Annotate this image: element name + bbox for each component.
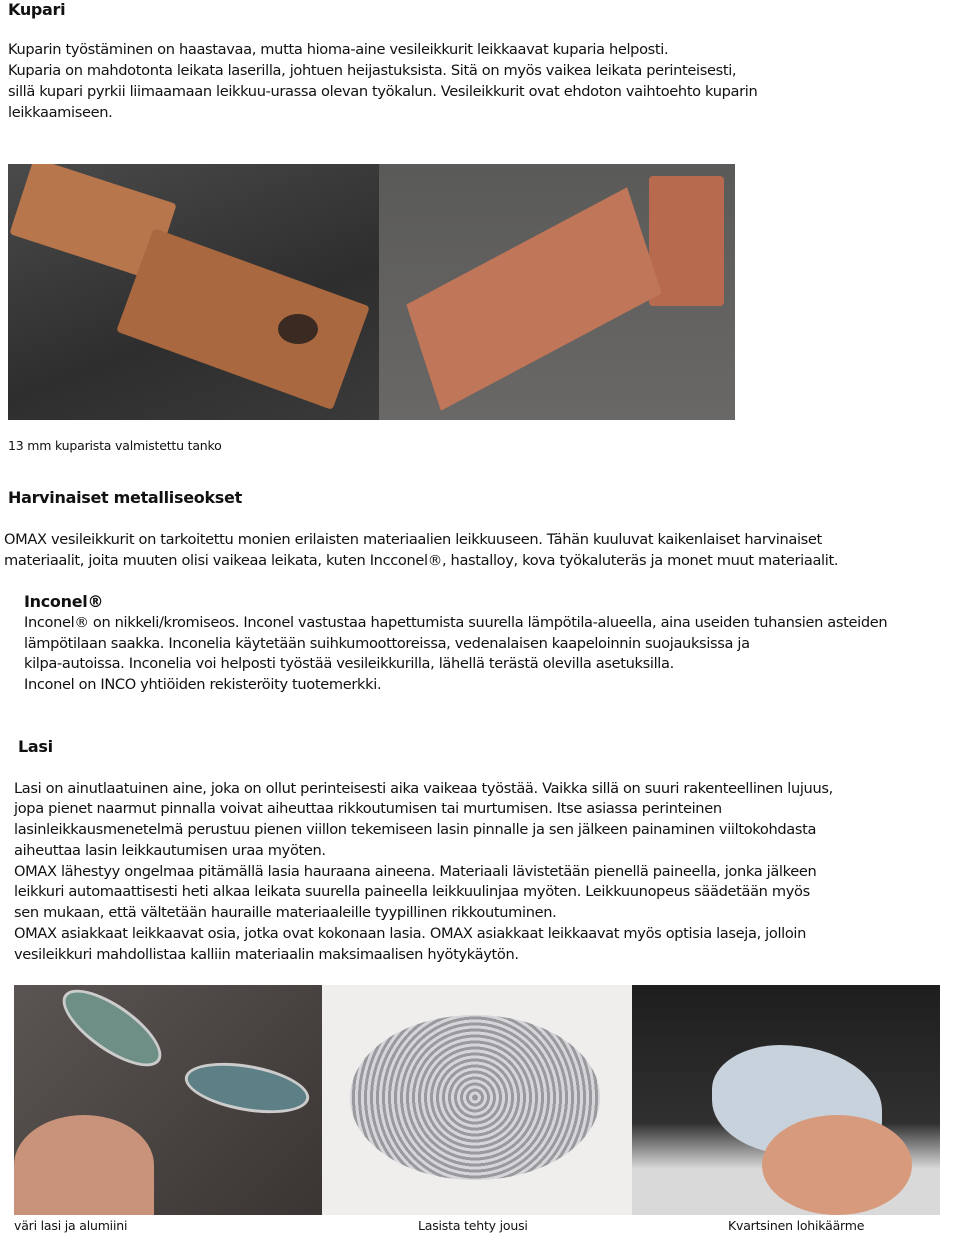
text-line: sillä kupari pyrkii liimaamaan leikkuu-urassa olevan työkalun. Vesileikkurit ovat ehdoton vaihtoehto kuparin bbox=[8, 83, 758, 100]
text-line: materiaalit, joita muuten olisi vaikeaa leikata, kuten Incconel®, hastalloy, kova työkaluteräs ja monet muut materiaalit. bbox=[4, 552, 839, 569]
text-line: kilpa-autoissa. Inconelia voi helposti työstää vesileikkurilla, lähellä terästä olevilla asetuksilla. bbox=[24, 655, 674, 672]
heading-lasi: Lasi bbox=[18, 737, 53, 756]
text-line: OMAX lähestyy ongelmaa pitämällä lasia hauraana aineena. Materiaali lävistetään pienellä paineella, jonka jälkeen bbox=[14, 863, 817, 880]
text-line: Inconel® on nikkeli/kromiseos. Inconel vastustaa hapettumista suurella lämpötila-alueella, aina useiden tuhansien asteiden bbox=[24, 614, 888, 631]
image-caption: 13 mm kuparista valmistettu tanko bbox=[8, 438, 222, 453]
heading-harvinaiset: Harvinaiset metalliseokset bbox=[8, 488, 242, 507]
copper-bar-photo bbox=[8, 164, 379, 420]
text-line: Lasi on ainutlaatuinen aine, joka on ollut perinteisesti aika vaikeaa työstää. Vaikka sillä on suuri rakenteellinen lujuus, bbox=[14, 780, 833, 797]
text-line: leikkuri automaattisesti heti alkaa leikata suurella paineella leikkuulinjaa myöten. Leikkuunopeus säädetään myös bbox=[14, 883, 810, 900]
text-line: OMAX asiakkaat leikkaavat osia, jotka ovat kokonaan lasia. OMAX asiakkaat leikkaavat myös optisia laseja, jolloin bbox=[14, 925, 807, 942]
image-caption: Lasista tehty jousi bbox=[418, 1218, 528, 1233]
text-line: sen mukaan, että vältetään hauraille materiaaleille tyypillinen rikkoutuminen. bbox=[14, 904, 557, 921]
copper-part-photo bbox=[379, 164, 735, 420]
text-line: lämpötilaan saakka. Inconelia käytetään suihkumoottoreissa, vedenalaisen kaapeloinnin suojauksissa ja bbox=[24, 635, 750, 652]
text-line: Kuparia on mahdotonta leikata laserilla, johtuen heijastuksista. Sitä on myös vaikea leikata perinteisesti, bbox=[8, 62, 737, 79]
image-caption: Kvartsinen lohikäärme bbox=[728, 1218, 865, 1233]
heading-kupari: Kupari bbox=[8, 0, 66, 19]
text-line: aiheuttaa lasin leikkautumisen uraa myöten. bbox=[14, 842, 326, 859]
text-line: vesileikkuri mahdollistaa kalliin materiaalin maksimaalisen hyötykäytön. bbox=[14, 946, 519, 963]
text-line: OMAX vesileikkurit on tarkoitettu monien erilaisten materiaalien leikkuuseen. Tähän kuuluvat kaikenlaiset harvinaiset bbox=[4, 531, 822, 548]
heading-inconel: Inconel® bbox=[24, 592, 104, 611]
text-line: jopa pienet naarmut pinnalla voivat aiheuttaa rikkoutumisen tai murtumisen. Itse asiassa perinteinen bbox=[14, 800, 722, 817]
text-line: Kuparin työstäminen on haastavaa, mutta hioma-aine vesileikkurit leikkaavat kuparia helposti. bbox=[8, 41, 669, 58]
text-line: Inconel on INCO yhtiöiden rekisteröity tuotemerkki. bbox=[24, 676, 382, 693]
glass-spring-photo bbox=[322, 985, 632, 1215]
text-line: lasinleikkausmenetelmä perustuu pienen viillon tekemiseen lasin pinnalle ja sen jälkeen painaminen viiltokohdasta bbox=[14, 821, 817, 838]
quartz-dragon-photo bbox=[632, 985, 940, 1215]
text-line: leikkaamiseen. bbox=[8, 104, 113, 121]
dragonfly-glass-photo bbox=[14, 985, 322, 1215]
image-caption: väri lasi ja alumiini bbox=[14, 1218, 128, 1233]
